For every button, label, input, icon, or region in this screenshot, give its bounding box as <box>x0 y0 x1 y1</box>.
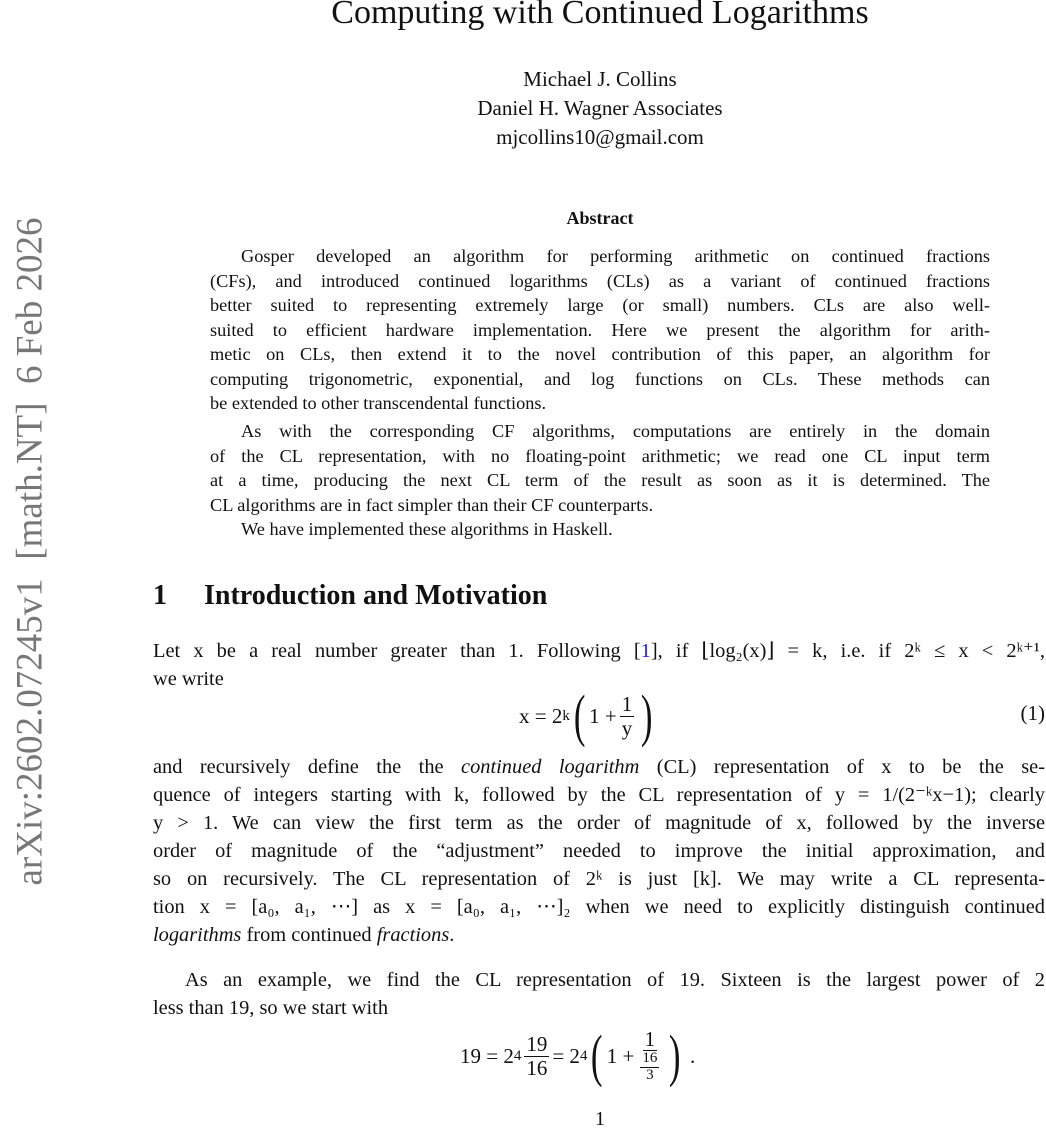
author-name: Michael J. Collins <box>523 67 677 91</box>
paper-title: Computing with Continued Logarithms <box>331 0 869 31</box>
section-heading <box>153 580 547 612</box>
equation-1: x = 2 k ( 1 + $\frac{1}{y}$ ) <box>519 683 653 748</box>
body-text <box>153 637 1045 1117</box>
abstract-line: be extended to other transcendental functions. <box>210 393 547 413</box>
text-line: logarithms from continued fractions. <box>153 924 455 946</box>
arxiv-stamp: arXiv:2602.07245v1 [math.NT] 6 Feb 2026 <box>9 217 51 886</box>
abstract-line: suited to efficient hardware implementation. Here we present the algorithm for arith- <box>210 319 990 340</box>
text-line: so on recursively. The CL representation of 2ᵏ is just [k]. We may write a CL representa- <box>153 868 1045 890</box>
abstract-line: at a time, producing the next CL term of the result as soon as it is determined. The <box>210 470 990 490</box>
abstract-line: We have implemented these algorithms in Haskell. <box>241 519 613 539</box>
abstract-line: (CFs), and introduced continued logarithms (CLs) as a variant of continued fractions <box>210 270 990 291</box>
page-number: 1 <box>595 1108 605 1128</box>
text-line: order of magnitude of the “adjustment” needed to improve the initial approximation, and <box>153 840 1045 862</box>
text-line: Let x be a real number greater than 1. Following [1], if ⌊log₂(x)⌋ = k, i.e. if 2ᵏ ≤ x < 2ᵏ⁺¹, <box>153 640 1045 662</box>
text-line: and recursively define the the continued logarithm (CL) representation of x to be the se- <box>153 756 1045 778</box>
text-line: tion x = [a₀, a₁, ⋯] as x = [a₀, a₁, ⋯]₂ when we need to explicitly distinguish continued <box>153 896 1045 918</box>
abstract-line: of the CL representation, with no floating-point arithmetic; we read one CL input term <box>210 445 990 466</box>
equation-number: (1) <box>1020 701 1045 725</box>
equation-2: 19 = 2 4 $\frac{19}{16}$ = 2 4 ( 1 + $\frac{1}{\frac{16}{3}}$ ) . <box>460 1023 696 1088</box>
abstract-line: Gosper developed an algorithm for performing arithmetic on continued fractions <box>241 246 990 266</box>
author-email[interactable]: mjcollins10@gmail.com <box>496 125 704 149</box>
abstract-line: metic on CLs, then extend it to the novel contribution of this paper, an algorithm for <box>210 344 990 364</box>
section-title: Introduction and Motivation <box>204 580 548 611</box>
abstract-line: As with the corresponding CF algorithms, computations are entirely in the domain <box>241 421 990 441</box>
text-line: we write <box>153 668 224 690</box>
section-number: 1 <box>153 580 167 611</box>
abstract-line: computing trigonometric, exponential, and log functions on CLs. These methods can <box>210 368 990 389</box>
abstract-line: CL algorithms are in fact simpler than their CF counterparts. <box>210 494 654 515</box>
abstract-line: better suited to representing extremely large (or small) numbers. CLs are also well- <box>210 295 990 315</box>
abstract-heading: Abstract <box>566 208 634 228</box>
text-line: As an example, we find the CL representation of 19. Sixteen is the largest power of 2 <box>185 969 1045 991</box>
citation-link[interactable]: 1 <box>640 640 651 662</box>
text-line: less than 19, so we start with <box>153 997 389 1019</box>
author-affiliation: Daniel H. Wagner Associates <box>477 96 723 120</box>
text-line: y > 1. We can view the first term as the order of magnitude of x, followed by the inverse <box>153 812 1045 834</box>
text-line: quence of integers starting with k, followed by the CL representation of y = 1/(2⁻ᵏx−1); clearly <box>153 784 1045 806</box>
